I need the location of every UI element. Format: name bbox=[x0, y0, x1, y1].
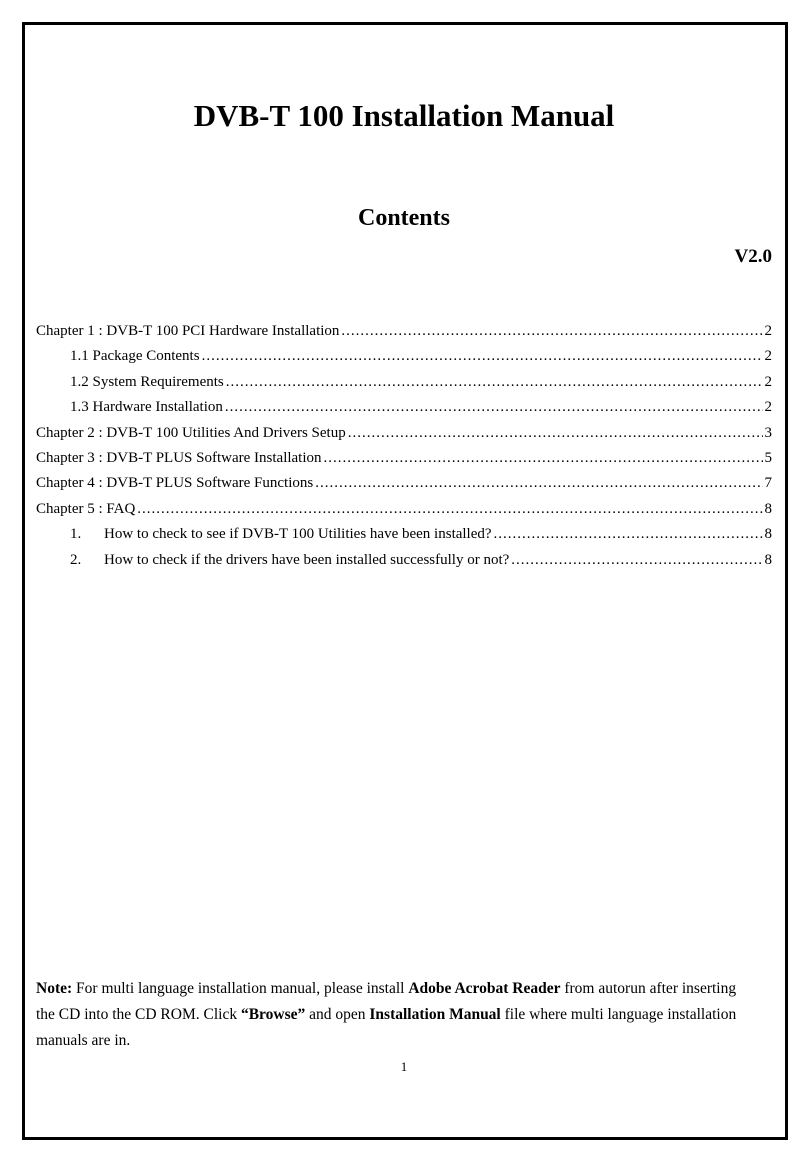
toc-dot-leader bbox=[225, 395, 763, 420]
toc-entry-1-2[interactable] bbox=[36, 370, 772, 395]
toc-page-number: 8 bbox=[764, 551, 772, 568]
toc-entry-chapter-1[interactable] bbox=[36, 319, 772, 344]
note-label: Note: bbox=[36, 980, 73, 997]
toc-dot-leader bbox=[324, 446, 763, 471]
toc-entry-faq-2[interactable] bbox=[36, 548, 772, 573]
note-text: file where multi language installation manuals are in. bbox=[36, 1006, 737, 1049]
toc-dot-leader bbox=[494, 522, 763, 547]
note-text: For multi language installation manual, please install bbox=[72, 980, 409, 997]
toc-page-number: 8 bbox=[764, 526, 772, 543]
toc-entry-label: Chapter 2 : DVB-T 100 Utilities And Drivers Setup bbox=[36, 424, 346, 441]
toc-dot-leader bbox=[137, 497, 762, 522]
toc-entry-label: 1.1 Package Contents bbox=[70, 348, 200, 365]
toc-page-number: 2 bbox=[764, 373, 772, 390]
toc-entry-label: How to check if the drivers have been installed successfully or not? bbox=[104, 551, 510, 568]
toc-entry-label: How to check to see if DVB-T 100 Utilities have been installed? bbox=[104, 526, 492, 543]
toc-dot-leader bbox=[348, 421, 763, 446]
toc-entry-chapter-4[interactable] bbox=[36, 471, 772, 496]
toc-dot-leader bbox=[226, 370, 763, 395]
toc-page-number: 2 bbox=[764, 323, 772, 339]
page-number: 1 bbox=[400, 1059, 408, 1074]
toc-entry-label: Chapter 4 : DVB-T PLUS Software Functions bbox=[36, 475, 314, 492]
toc-entry-chapter-5[interactable] bbox=[36, 497, 772, 522]
note-emphasis-manual: Installation Manual bbox=[369, 1006, 501, 1023]
table-of-contents bbox=[36, 319, 772, 573]
toc-entry-label: Chapter 5 : FAQ bbox=[36, 500, 136, 517]
installation-note bbox=[36, 976, 746, 1054]
toc-page-number: 3 bbox=[764, 424, 772, 441]
toc-entry-number: 2. bbox=[70, 551, 82, 568]
toc-entry-chapter-3[interactable] bbox=[36, 446, 772, 471]
toc-dot-leader bbox=[315, 471, 762, 496]
note-text: and open bbox=[305, 1006, 370, 1023]
toc-dot-leader bbox=[511, 548, 762, 573]
note-text: from autorun after inserting the CD into the CD ROM. Click bbox=[36, 980, 737, 1023]
toc-entry-1-3[interactable] bbox=[36, 395, 772, 420]
version-label: V2.0 bbox=[734, 246, 772, 267]
toc-entry-faq-1[interactable] bbox=[36, 522, 772, 547]
toc-entry-1-1[interactable] bbox=[36, 344, 772, 369]
contents-heading: Contents bbox=[357, 205, 450, 231]
toc-entry-label: Chapter 1 : DVB-T 100 PCI Hardware Installation bbox=[36, 323, 340, 339]
toc-page-number: 5 bbox=[764, 449, 772, 466]
note-emphasis-acrobat: Adobe Acrobat Reader bbox=[408, 980, 561, 997]
toc-entry-label: Chapter 3 : DVB-T PLUS Software Installation bbox=[36, 449, 322, 466]
toc-dot-leader bbox=[202, 344, 763, 369]
toc-page-number: 2 bbox=[764, 399, 772, 416]
note-emphasis-browse: “Browse” bbox=[240, 1006, 306, 1023]
toc-entry-label: 1.3 Hardware Installation bbox=[70, 399, 223, 416]
toc-page-number: 8 bbox=[764, 500, 772, 517]
toc-dot-leader bbox=[341, 319, 762, 344]
toc-page-number: 7 bbox=[764, 475, 772, 492]
toc-entry-chapter-2[interactable] bbox=[36, 421, 772, 446]
page-border bbox=[22, 22, 788, 1140]
toc-entry-number: 1. bbox=[70, 526, 82, 543]
toc-entry-label: 1.2 System Requirements bbox=[70, 373, 224, 390]
document-title: DVB-T 100 Installation Manual bbox=[193, 98, 615, 133]
toc-page-number: 2 bbox=[764, 348, 772, 365]
